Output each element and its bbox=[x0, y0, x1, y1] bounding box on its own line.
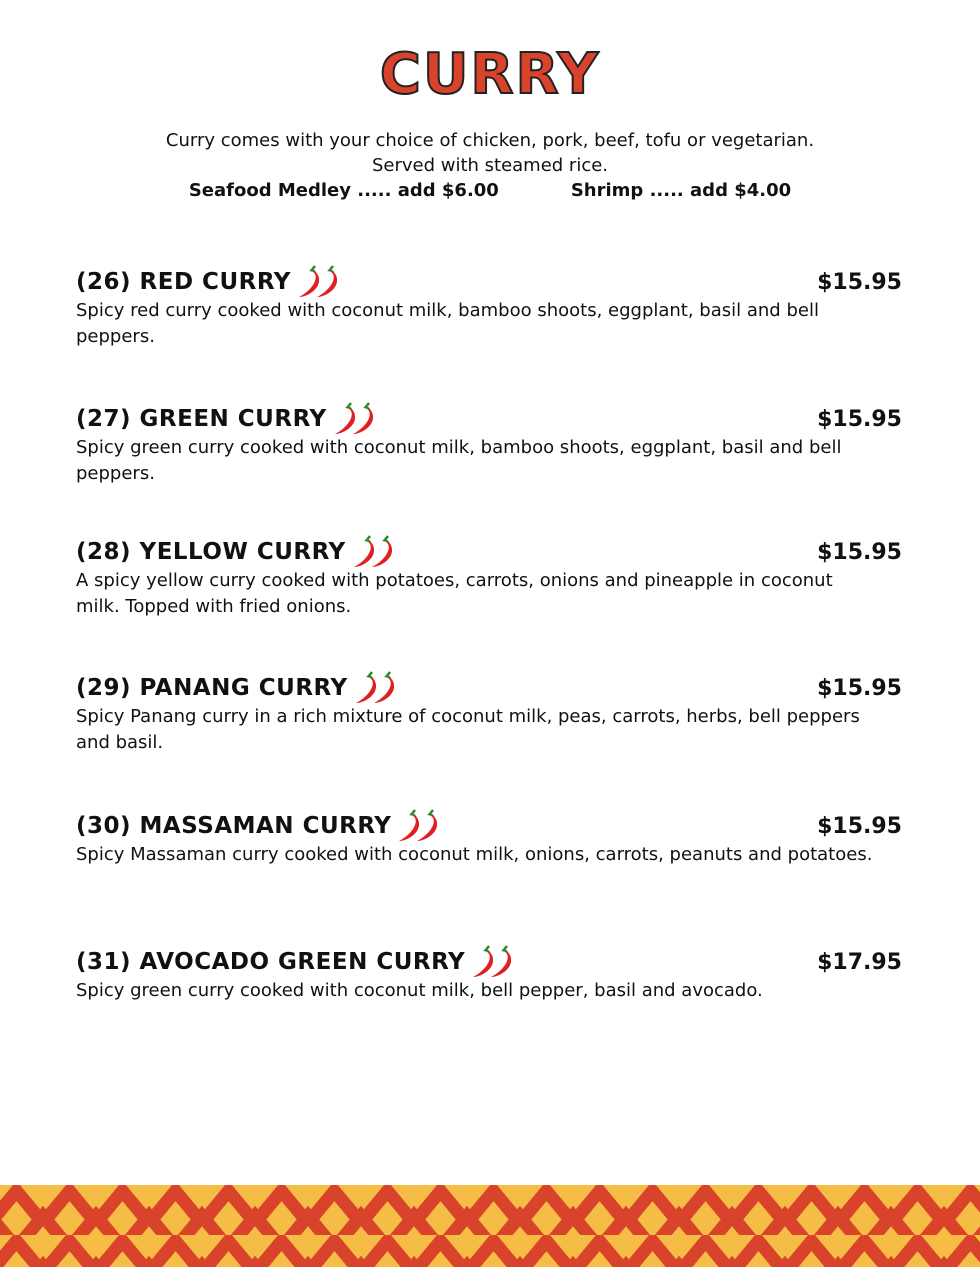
menu-item-description: Spicy red curry cooked with coconut milk, bamboo shoots, eggplant, basil and bell peppers. bbox=[76, 300, 819, 347]
menu-item-title: (27) GREEN CURRY bbox=[76, 406, 327, 432]
menu-item-price: $15.95 bbox=[817, 539, 902, 565]
menu-item-name bbox=[76, 945, 513, 979]
chili-pepper-icon bbox=[397, 809, 439, 843]
menu-item bbox=[76, 266, 902, 350]
menu-item-title: (26) RED CURRY bbox=[76, 269, 291, 295]
menu-item-name bbox=[76, 402, 375, 436]
menu-item-price: $17.95 bbox=[817, 949, 902, 975]
menu-item-header bbox=[76, 536, 902, 568]
menu-item bbox=[76, 536, 902, 620]
intro-line: Served with steamed rice. bbox=[371, 155, 609, 176]
menu-item-name bbox=[76, 535, 394, 569]
menu-item-description: Spicy green curry cooked with coconut milk, bell pepper, basil and avocado. bbox=[76, 980, 763, 1001]
menu-item-header bbox=[76, 403, 902, 435]
intro-line: Curry comes with your choice of chicken, pork, beef, tofu or vegetarian. bbox=[165, 130, 815, 151]
chili-pepper-icon bbox=[352, 535, 394, 569]
menu-item-description: A spicy yellow curry cooked with potatoes, carrots, onions and pineapple in coconut milk. Topped with fried onions. bbox=[76, 570, 833, 617]
addon-seafood: Seafood Medley ..... add $6.00 bbox=[188, 180, 499, 201]
chili-pepper-icon bbox=[333, 402, 375, 436]
menu-item-price: $15.95 bbox=[817, 406, 902, 432]
menu-item-header bbox=[76, 810, 902, 842]
chili-pepper-icon bbox=[354, 671, 396, 705]
page-title: CURRY bbox=[379, 42, 601, 107]
menu-item-description: Spicy Panang curry in a rich mixture of coconut milk, peas, carrots, herbs, bell peppers and basil. bbox=[76, 706, 860, 753]
menu-item-header bbox=[76, 946, 902, 978]
menu-item bbox=[76, 403, 902, 487]
menu-item-title: (30) MASSAMAN CURRY bbox=[76, 813, 392, 839]
menu-item-name bbox=[76, 265, 339, 299]
menu-item-header bbox=[76, 672, 902, 704]
intro bbox=[0, 128, 980, 203]
menu-item-header bbox=[76, 266, 902, 298]
menu-item-description: Spicy Massaman curry cooked with coconut milk, onions, carrots, peanuts and potatoes. bbox=[76, 844, 873, 865]
menu-item-title: (29) PANANG CURRY bbox=[76, 675, 348, 701]
addon-shrimp: Shrimp ..... add $4.00 bbox=[570, 180, 792, 201]
menu-item bbox=[76, 810, 902, 868]
menu-item-title: (28) YELLOW CURRY bbox=[76, 539, 346, 565]
menu-item-price: $15.95 bbox=[817, 675, 902, 701]
menu-item bbox=[76, 672, 902, 756]
menu-item-name bbox=[76, 671, 396, 705]
menu-item-name bbox=[76, 809, 439, 843]
menu-item-title: (31) AVOCADO GREEN CURRY bbox=[76, 949, 466, 975]
menu-item bbox=[76, 946, 902, 1004]
menu-item-description: Spicy green curry cooked with coconut milk, bamboo shoots, eggplant, basil and bell peppers. bbox=[76, 437, 842, 484]
chili-pepper-icon bbox=[297, 265, 339, 299]
menu-item-price: $15.95 bbox=[817, 813, 902, 839]
decorative-pattern-footer bbox=[0, 1185, 980, 1267]
addons bbox=[0, 178, 980, 203]
menu-item-price: $15.95 bbox=[817, 269, 902, 295]
chili-pepper-icon bbox=[471, 945, 513, 979]
